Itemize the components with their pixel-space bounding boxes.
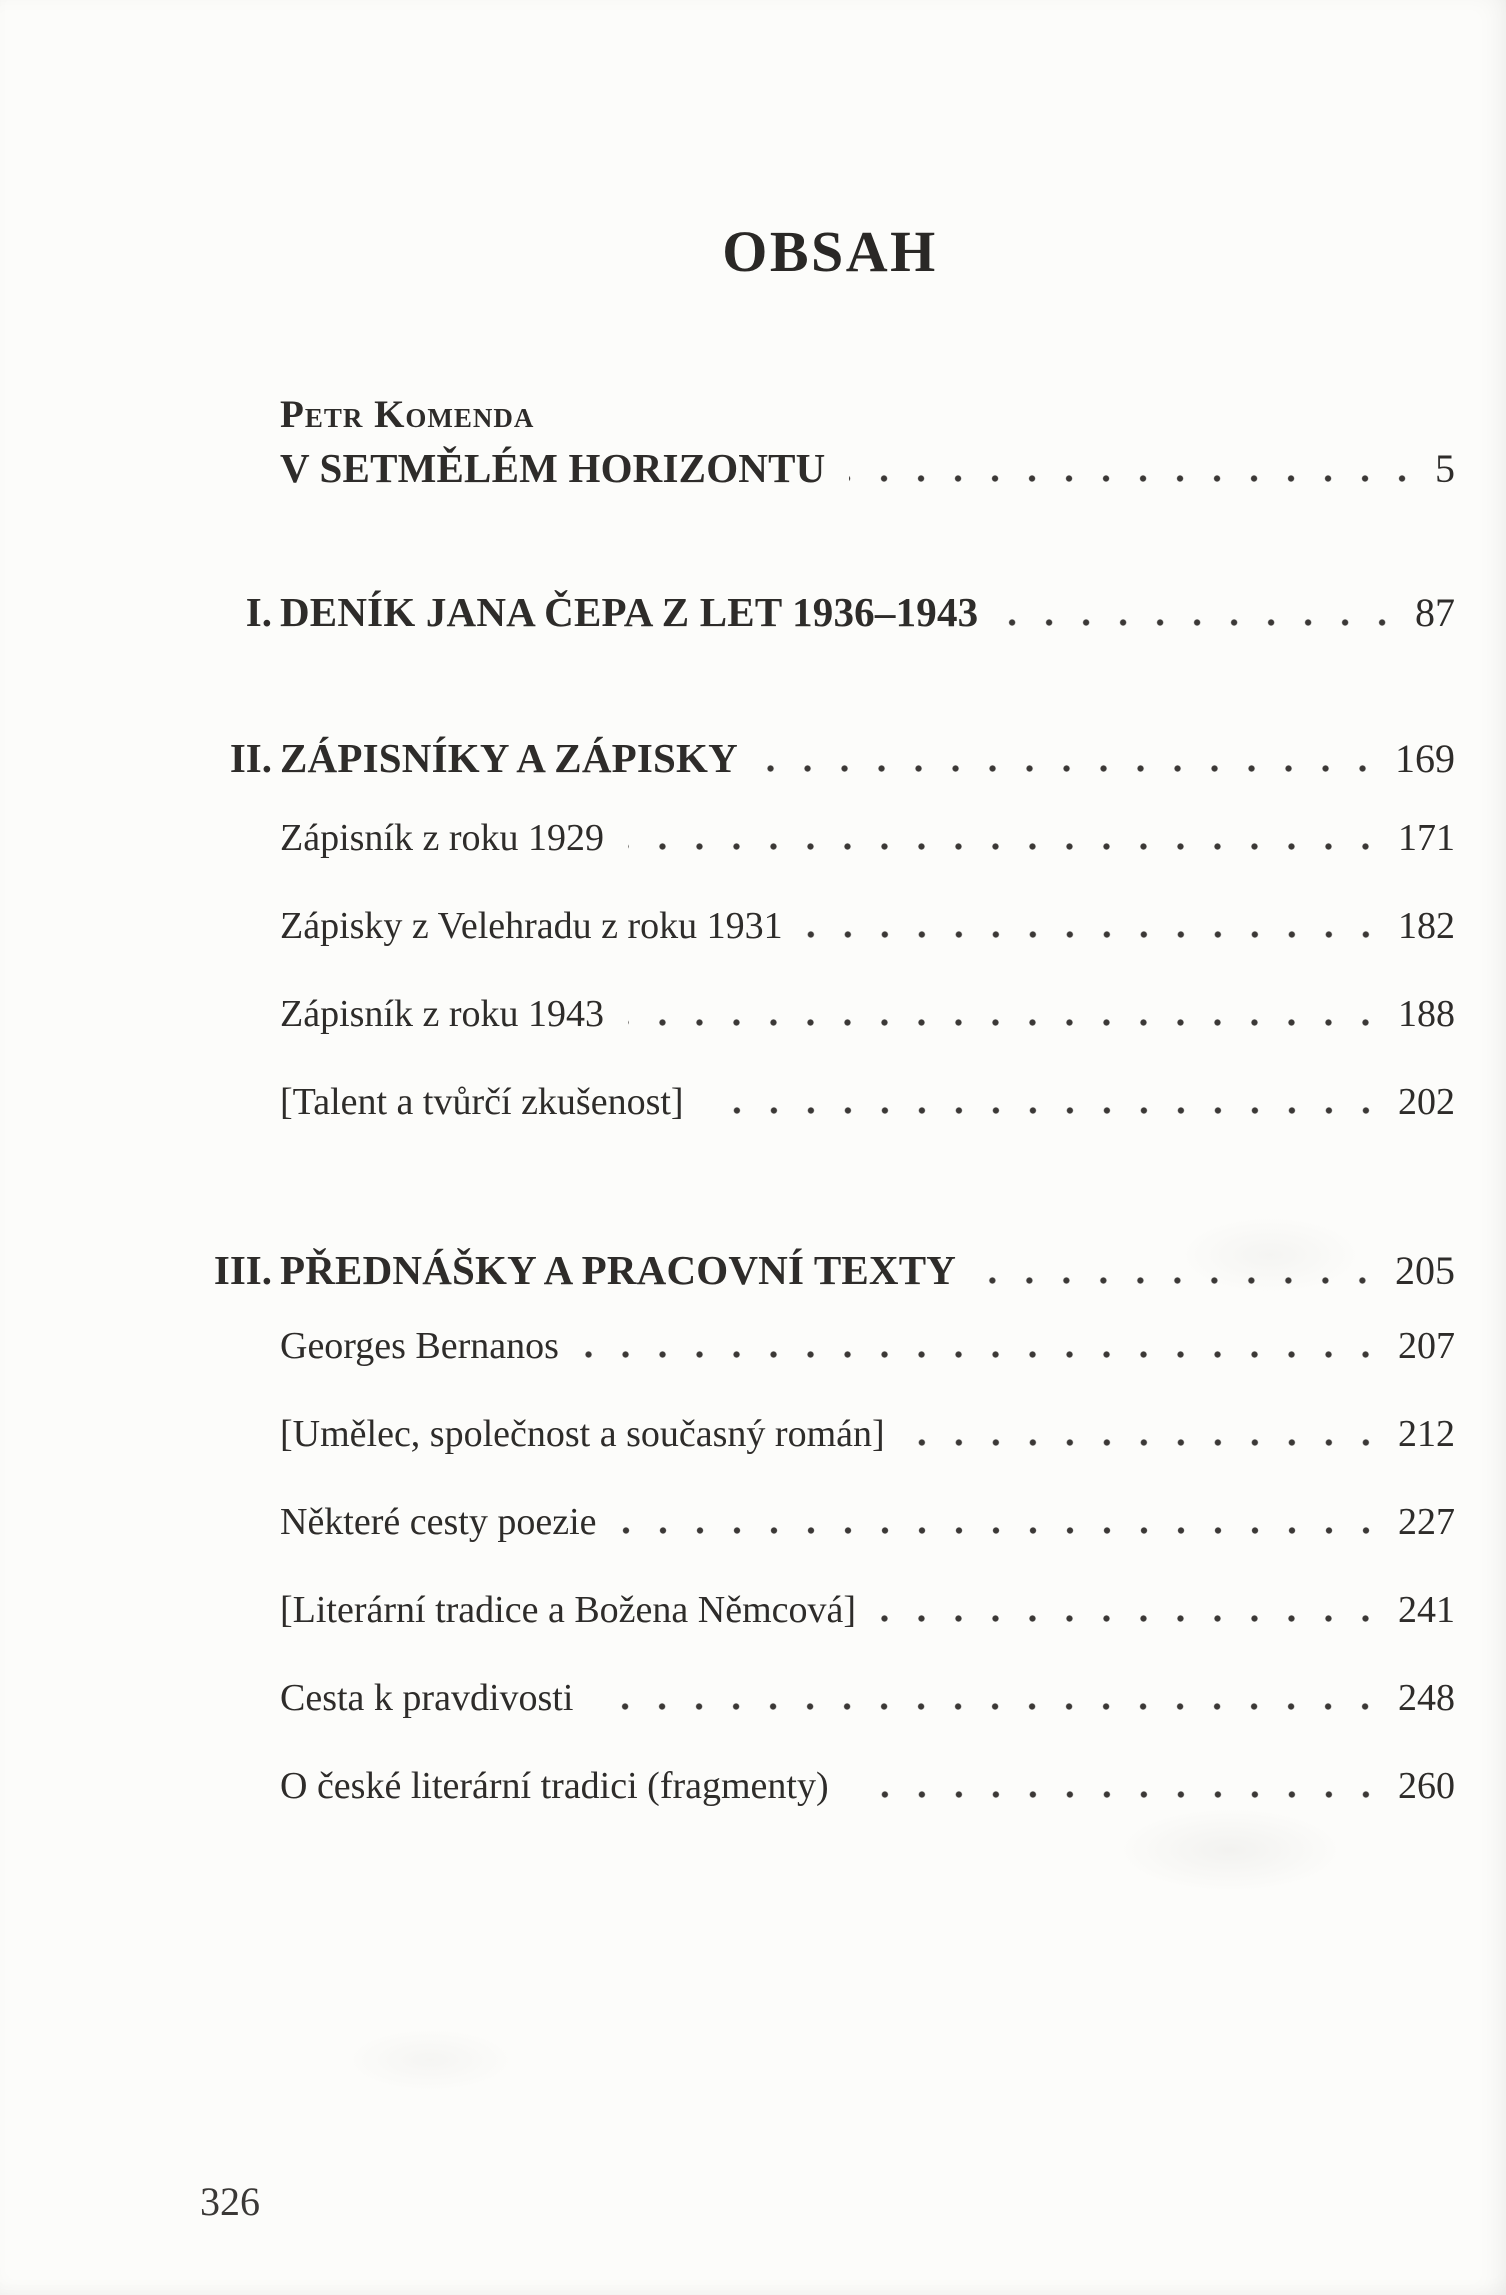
entry-title: DENÍK JANA ČEPA Z LET 1936–1943	[280, 589, 979, 635]
dot-leader	[628, 1019, 1384, 1026]
entry-page-number: 207	[1398, 1325, 1455, 1367]
entry-title: Georges Bernanos	[280, 1325, 559, 1367]
entry-title: [Umělec, společnost a současný román]	[280, 1413, 885, 1455]
entry-title: Zápisky z Velehradu z roku 1931	[280, 905, 783, 947]
dot-leader	[762, 765, 1381, 772]
toc-entry-front-title	[280, 444, 1455, 492]
entry-page-number: 169	[1395, 736, 1455, 781]
toc-section-3	[213, 1246, 1455, 1294]
entry-page-number: 5	[1435, 446, 1455, 491]
dot-leader	[621, 1527, 1385, 1534]
entry-page-number: 188	[1398, 993, 1455, 1035]
dot-leader	[708, 1107, 1384, 1114]
entry-title: ZÁPISNÍKY A ZÁPISKY	[280, 735, 738, 781]
toc-section-2	[229, 734, 1455, 782]
dot-leader	[980, 1277, 1381, 1284]
dot-leader	[597, 1703, 1384, 1710]
toc-entry	[280, 816, 1455, 861]
dot-leader	[583, 1351, 1384, 1358]
entry-page-number: 227	[1398, 1501, 1455, 1543]
entry-page-number: 205	[1395, 1248, 1455, 1293]
entry-title: Zápisník z roku 1929	[280, 817, 605, 859]
entry-title: Cesta k pravdivosti	[280, 1677, 574, 1719]
dot-leader	[853, 1791, 1384, 1798]
dot-leader	[628, 843, 1384, 850]
section-numeral: III.	[213, 1247, 272, 1293]
entry-title: Zápisník z roku 1943	[280, 993, 605, 1035]
entry-title: O české literární tradici (fragmenty)	[280, 1765, 829, 1807]
entry-title: PŘEDNÁŠKY A PRACOVNÍ TEXTY	[280, 1247, 957, 1293]
dot-leader	[880, 1615, 1384, 1622]
entry-title: V SETMĚLÉM HORIZONTU	[280, 445, 826, 491]
toc-entry	[280, 1412, 1455, 1457]
entry-title: [Talent a tvůrčí zkušenost]	[280, 1081, 684, 1123]
section-numeral: I.	[245, 589, 272, 635]
entry-page-number: 248	[1398, 1677, 1455, 1719]
entry-page-number: 171	[1398, 817, 1455, 859]
entry-title: Některé cesty poezie	[280, 1501, 597, 1543]
toc-entry	[280, 1588, 1455, 1633]
toc-entry	[280, 992, 1455, 1037]
toc-entry-author	[280, 392, 1455, 438]
dot-leader	[807, 931, 1384, 938]
entry-page-number: 241	[1398, 1589, 1455, 1631]
toc-section-1	[245, 588, 1455, 636]
section-numeral: II.	[229, 735, 272, 781]
entry-page-number: 212	[1398, 1413, 1455, 1455]
entry-page-number: 182	[1398, 905, 1455, 947]
entry-page-number: 260	[1398, 1765, 1455, 1807]
author-name: Petr Komenda	[280, 393, 535, 436]
toc-entry	[280, 1324, 1455, 1369]
toc-entry	[280, 1764, 1455, 1809]
toc-entry	[280, 1676, 1455, 1721]
dot-leader	[849, 475, 1421, 482]
entry-title: [Literární tradice a Božena Němcová]	[280, 1589, 857, 1631]
entry-page-number: 202	[1398, 1081, 1455, 1123]
folio-page-number: 326	[200, 2179, 260, 2224]
entry-page-number: 87	[1415, 590, 1455, 635]
dot-leader	[909, 1439, 1384, 1446]
toc-entry	[280, 1500, 1455, 1545]
toc-entry	[280, 1080, 1455, 1125]
toc-entry	[280, 904, 1455, 949]
page-title: OBSAH	[722, 219, 938, 284]
dot-leader	[1002, 619, 1401, 626]
